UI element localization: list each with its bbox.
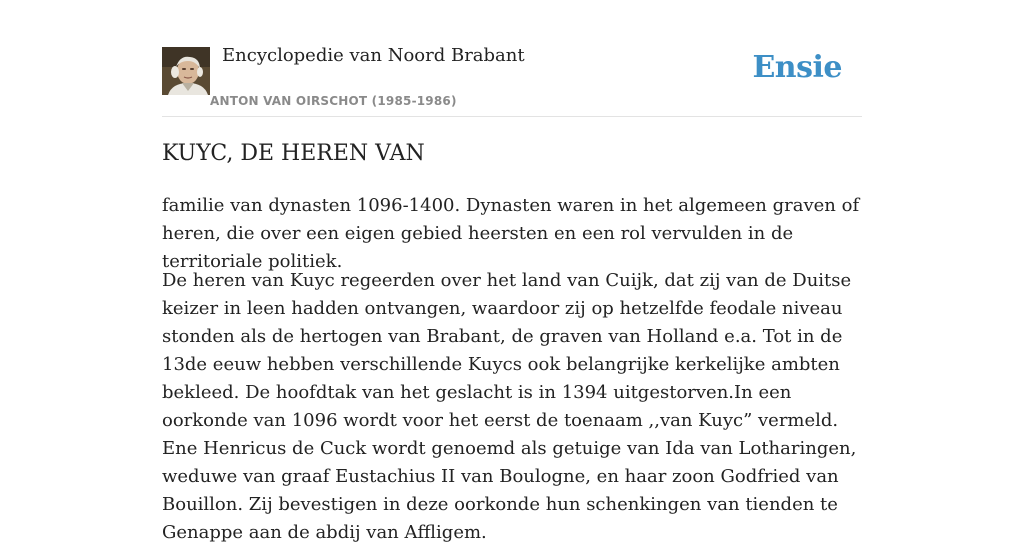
content-container [162,0,862,543]
article-title: KUYC, DE HEREN VAN [162,141,425,166]
book-title-link[interactable]: Encyclopedie van Noord Brabant [222,45,525,66]
header [162,0,862,117]
ensie-logo[interactable]: Ensie [752,50,842,85]
author-name[interactable]: ANTON VAN OIRSCHOT (1985-1986) [210,94,457,108]
author-portrait-icon [162,47,210,95]
author-avatar[interactable] [162,47,210,95]
article-paragraph-2: De heren van Kuyc regeerden over het land van Cuijk, dat zij van de Duitse keizer in leen hadden ontvangen, waardoor zij op hetzelfde feodale niveau stonden als de hertogen van Brabant, de graven van Holland e.a. Tot in de 13de eeuw hebben verschillende Kuycs ook belangrijke kerkelijke ambten bekleed. De hoofdtak van het geslacht is in 1394 uitgestorven.In een oorkonde van 1096 wordt voor het eerst de toenaam ,,van Kuyc” vermeld. Ene Henricus de Cuck wordt genoemd als getuige van Ida van Lotharingen, weduwe van graaf Eustachius II van Boulogne, en haar zoon Godfried van Bouillon. Zij bevestigen in deze oorkonde hun schenkingen van tienden te Genappe aan de abdij van Affligem. [162,270,857,543]
article-paragraph-1: familie van dynasten 1096-1400. Dynasten waren in het algemeen graven of heren, die over een eigen gebied heersten en een rol vervulden in de territoriale politiek. [162,195,860,272]
